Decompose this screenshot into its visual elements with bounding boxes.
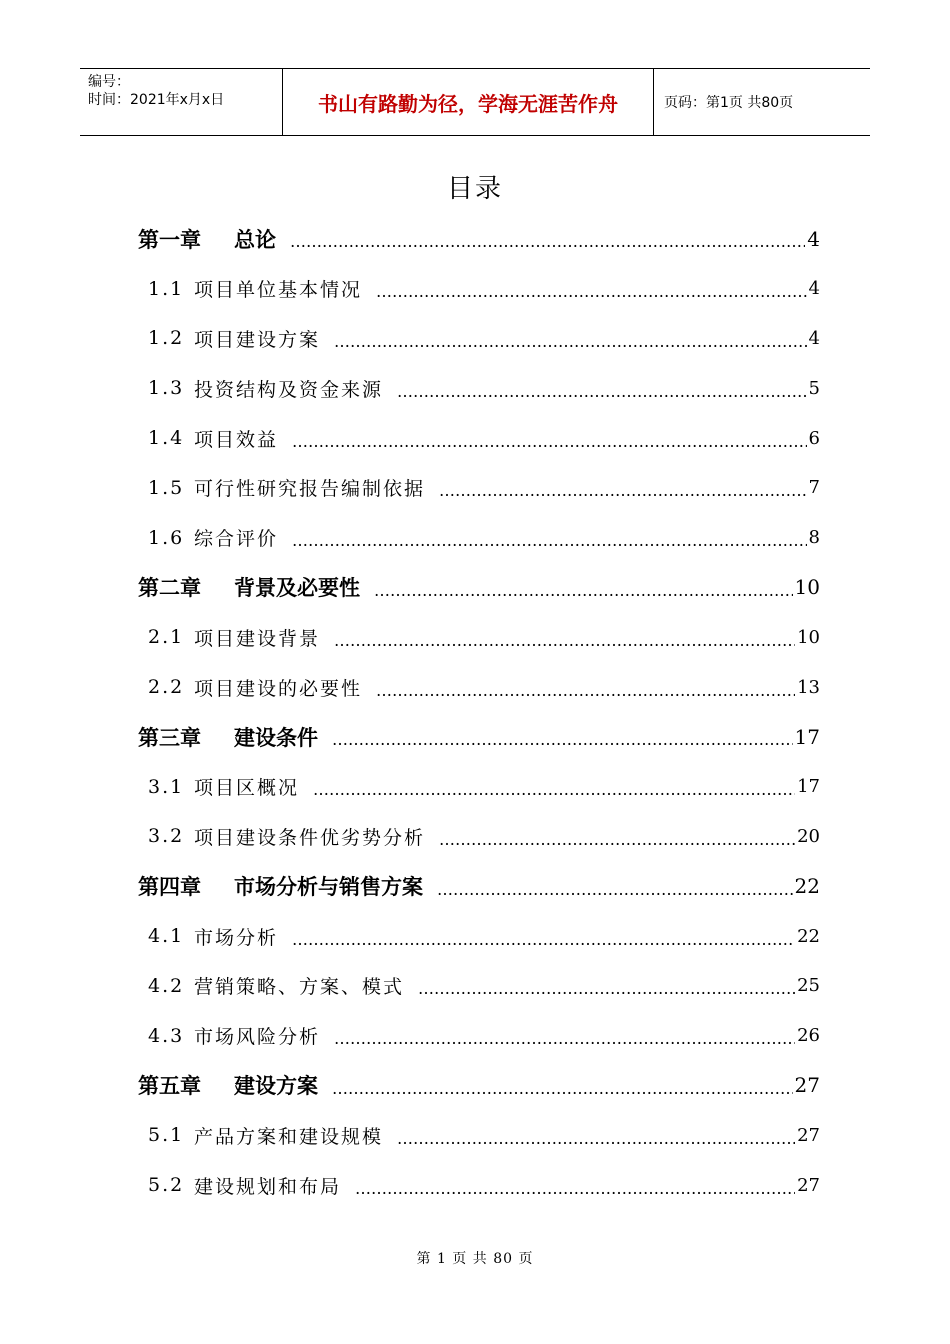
toc-entry-page: 22 <box>794 874 820 899</box>
toc-dot-leader <box>292 930 795 949</box>
toc-entry-page: 4 <box>808 327 820 349</box>
toc-dot-leader <box>290 232 805 251</box>
toc-entry-page: 26 <box>797 1025 820 1047</box>
toc-dot-leader <box>376 282 807 301</box>
toc-entry-label: 背景及必要性 <box>234 576 360 601</box>
toc-entry-page: 7 <box>808 477 820 499</box>
toc-dot-leader <box>334 1029 795 1048</box>
toc-entry-number: 4.2 <box>148 974 185 997</box>
toc-entry-label: 建设条件 <box>234 725 318 750</box>
toc-dot-leader <box>418 979 795 998</box>
toc-entry-number: 第五章 <box>138 1074 201 1099</box>
toc-entry-label: 市场分析与销售方案 <box>234 875 423 900</box>
toc-section-entry[interactable] <box>138 1011 820 1061</box>
toc-dot-leader <box>334 332 807 351</box>
toc-entry-page: 6 <box>808 427 820 449</box>
toc-entry-page: 27 <box>794 1073 820 1098</box>
toc-section-entry[interactable] <box>138 513 820 563</box>
document-number-label: 编号： <box>88 74 130 90</box>
toc-section-entry[interactable] <box>138 463 820 513</box>
toc-entry-page: 4 <box>807 226 820 251</box>
toc-section-entry[interactable] <box>138 314 820 364</box>
document-header <box>80 68 870 136</box>
toc-entry-label: 项目单位基本情况 <box>194 279 363 302</box>
toc-section-entry[interactable] <box>138 264 820 314</box>
toc-section-entry[interactable] <box>138 1160 820 1210</box>
header-motto: 书山有路勤为径，学海无涯苦作舟 <box>282 69 654 135</box>
toc-entry-number: 2.2 <box>148 676 185 699</box>
header-meta <box>80 69 282 135</box>
toc-section-entry[interactable] <box>138 1110 820 1160</box>
toc-section-entry[interactable] <box>138 413 820 463</box>
toc-entry-number: 4.1 <box>148 925 185 948</box>
toc-dot-leader <box>334 631 795 650</box>
toc-entry-page: 27 <box>797 1124 820 1146</box>
toc-entry-label: 营销策略、方案、模式 <box>194 976 405 999</box>
toc-section-entry[interactable] <box>138 762 820 812</box>
toc-entry-page: 22 <box>797 925 820 947</box>
toc-entry-label: 建设方案 <box>234 1074 318 1099</box>
toc-chapter-entry[interactable] <box>138 861 820 911</box>
toc-dot-leader <box>397 1129 795 1148</box>
toc-entry-number: 第三章 <box>138 725 201 750</box>
toc-entry-label: 可行性研究报告编制依据 <box>194 478 426 501</box>
toc-entry-page: 13 <box>797 676 820 698</box>
toc-entry-page: 10 <box>797 626 820 648</box>
toc-entry-number: 1.3 <box>148 377 185 400</box>
toc-dot-leader <box>397 382 807 401</box>
toc-entry-label: 产品方案和建设规模 <box>194 1125 384 1148</box>
toc-section-entry[interactable] <box>138 911 820 961</box>
toc-entry-number: 4.3 <box>148 1024 185 1047</box>
toc-entry-page: 5 <box>808 377 820 399</box>
toc-entry-number: 第四章 <box>138 875 201 900</box>
toc-chapter-entry[interactable] <box>138 214 820 264</box>
toc-dot-leader <box>292 432 807 451</box>
toc-dot-leader <box>376 681 795 700</box>
toc-entry-number: 3.2 <box>148 825 185 848</box>
toc-section-entry[interactable] <box>138 812 820 862</box>
toc-entry-page: 27 <box>797 1174 820 1196</box>
toc-entry-page: 8 <box>808 527 820 549</box>
toc-chapter-entry[interactable] <box>138 1061 820 1111</box>
toc-entry-number: 3.1 <box>148 775 185 798</box>
toc-entry-label: 综合评价 <box>194 528 279 551</box>
toc-dot-leader <box>439 830 795 849</box>
page-title: 目录 <box>446 174 503 204</box>
toc-entry-label: 项目效益 <box>194 428 279 451</box>
toc-entry-label: 市场分析 <box>194 926 279 949</box>
toc-entry-label: 项目建设背景 <box>194 627 321 650</box>
toc-dot-leader <box>437 880 793 899</box>
page-footer: 第 1 页 共 80 页 <box>416 1251 534 1267</box>
toc-dot-leader <box>439 481 807 500</box>
toc-entry-label: 建设规划和布局 <box>194 1175 342 1198</box>
toc-entry-page: 17 <box>797 776 820 798</box>
toc-entry-label: 市场风险分析 <box>194 1026 321 1049</box>
table-of-contents <box>138 214 820 1210</box>
toc-entry-label: 项目建设的必要性 <box>194 677 363 700</box>
toc-entry-number: 1.4 <box>148 427 185 450</box>
document-date: 时间：2021年x月x日 <box>88 92 225 108</box>
toc-dot-leader <box>332 730 793 749</box>
toc-entry-label: 项目区概况 <box>194 777 300 800</box>
toc-entry-number: 2.1 <box>148 626 185 649</box>
toc-section-entry[interactable] <box>138 662 820 712</box>
toc-entry-number: 1.1 <box>148 277 185 300</box>
toc-section-entry[interactable] <box>138 612 820 662</box>
toc-entry-number: 5.1 <box>148 1124 185 1147</box>
toc-entry-number: 1.6 <box>148 526 185 549</box>
toc-entry-label: 投资结构及资金来源 <box>194 378 384 401</box>
toc-section-entry[interactable] <box>138 961 820 1011</box>
toc-entry-page: 25 <box>797 975 820 997</box>
toc-entry-label: 总论 <box>234 227 276 252</box>
toc-dot-leader <box>313 780 795 799</box>
toc-dot-leader <box>355 1179 795 1198</box>
toc-dot-leader <box>332 1079 793 1098</box>
toc-entry-page: 10 <box>794 575 820 600</box>
toc-entry-number: 5.2 <box>148 1174 185 1197</box>
toc-entry-number: 第二章 <box>138 576 201 601</box>
toc-dot-leader <box>374 581 793 600</box>
toc-entry-page: 4 <box>808 278 820 300</box>
toc-entry-label: 项目建设方案 <box>194 328 321 351</box>
toc-entry-number: 1.5 <box>148 476 185 499</box>
toc-entry-page: 17 <box>794 724 820 749</box>
header-page-info: 页码：第1页 共80页 <box>664 95 794 111</box>
toc-entry-number: 1.2 <box>148 327 185 350</box>
toc-entry-page: 20 <box>797 825 820 847</box>
toc-entry-label: 项目建设条件优劣势分析 <box>194 826 426 849</box>
toc-section-entry[interactable] <box>138 363 820 413</box>
toc-chapter-entry[interactable] <box>138 712 820 762</box>
toc-dot-leader <box>292 531 807 550</box>
toc-entry-number: 第一章 <box>138 227 201 252</box>
toc-chapter-entry[interactable] <box>138 563 820 613</box>
